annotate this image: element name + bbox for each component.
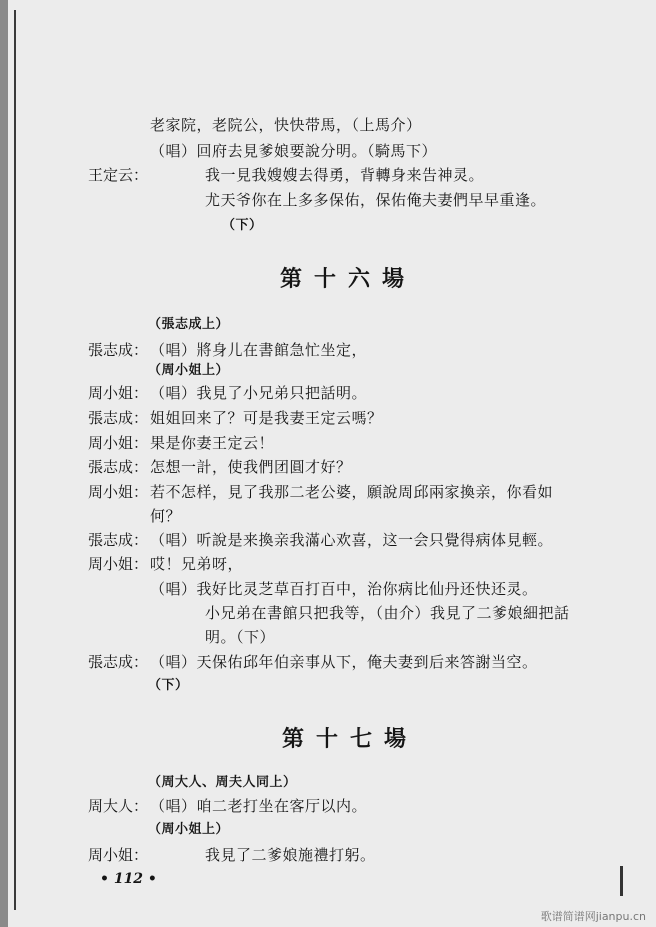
script-line: 老家院，老院公，快快带馬，（上馬介） <box>150 116 422 134</box>
watermark-text: 歌谱简谱网jianpu.cn <box>540 910 646 923</box>
scene-heading: 第十六場 <box>280 266 417 292</box>
script-line: （唱）將身儿在書館急忙坐定， <box>150 341 368 359</box>
script-line: （唱）听說是来換亲我滿心欢喜，这一会只覺得病体見輕。 <box>150 531 554 549</box>
scan-mark <box>620 866 623 896</box>
speaker-label: 張志成： <box>88 458 149 476</box>
script-line: 姐姐回来了？可是我妻王定云嗎？ <box>150 409 383 427</box>
stage-direction: （周大人、周夫人同上） <box>148 775 297 790</box>
speaker-label: 張志成： <box>88 653 149 671</box>
speaker-label: 周小姐： <box>88 483 149 501</box>
script-line: 果是你妻王定云！ <box>150 434 275 452</box>
speaker-label: 張志成： <box>88 409 149 427</box>
script-line: 明。（下） <box>205 628 276 646</box>
scene-heading: 第十七場 <box>282 726 419 752</box>
stage-direction: （下） <box>148 678 189 693</box>
script-line: 哎！兄弟呀， <box>150 555 244 573</box>
script-line: 小兄弟在書館只把我等，（由介）我見了二爹娘細把話 <box>205 604 570 622</box>
speaker-label: 張志成： <box>88 531 149 549</box>
script-line: 怎想一計，使我們团圓才好？ <box>150 458 352 476</box>
stage-direction: （周小姐上） <box>148 822 230 837</box>
script-line: 我一見我嫂嫂去得勇，背轉身来告神灵。 <box>205 166 485 184</box>
stage-direction: （下） <box>222 218 263 233</box>
stage-direction: （周小姐上） <box>148 363 230 378</box>
script-line: 何？ <box>150 507 182 525</box>
script-line: （唱）咱二老打坐在客厅以内。 <box>150 797 368 815</box>
speaker-label: 張志成： <box>88 341 149 359</box>
script-line: 若不怎样，見了我那二老公婆，願說周邱兩家換亲，你看如 <box>150 483 554 501</box>
speaker-label: 周小姐： <box>88 434 149 452</box>
script-line: （唱）回府去見爹娘要說分明。（騎馬下） <box>150 142 438 160</box>
script-line: （唱）我好比灵芝草百打百中，治你病比仙丹还快还灵。 <box>150 580 538 598</box>
binding-line <box>14 10 16 910</box>
speaker-label: 周小姐： <box>88 384 149 402</box>
speaker-label: 周大人： <box>88 797 149 815</box>
speaker-label: 周小姐： <box>88 846 149 864</box>
page-number: • 112 • <box>100 871 157 887</box>
stage-direction: （張志成上） <box>148 317 230 332</box>
script-line: （唱）天保佑邱年伯亲事从下，俺夫妻到后来答謝当空。 <box>150 653 538 671</box>
page-edge-shadow <box>0 0 8 927</box>
speaker-label: 周小姐： <box>88 555 149 573</box>
script-line: 我見了二爹娘施禮打躬。 <box>205 846 376 864</box>
script-line: 尤天爷你在上多多保佑，保佑俺夫妻們早早重逢。 <box>205 191 547 209</box>
script-line: （唱）我見了小兄弟只把話明。 <box>150 384 368 402</box>
speaker-label: 王定云： <box>88 166 149 184</box>
